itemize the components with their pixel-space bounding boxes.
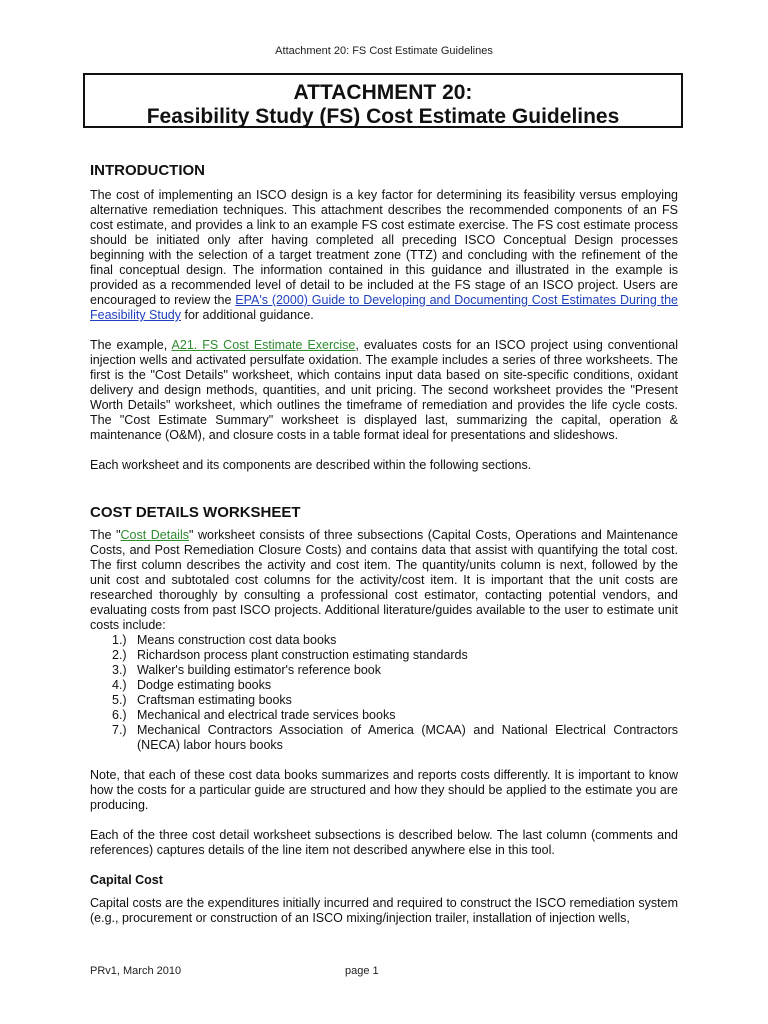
intro-p2-start: The example, <box>90 338 172 352</box>
introduction-paragraph-3: Each worksheet and its components are described within the following sections. <box>90 458 532 472</box>
intro-p1-text: The cost of implementing an ISCO design is a key factor for determining its feasibility versus employing alternative remediation techniques. This attachment describes the recommended components of an FS cost estimate, and provides a link to an example FS cost estimate exercise. The FS cost estimate process should be initiated only after having completed all preceding ISCO Conceptual Design processes beginning with the selection of a target treatment zone (TTZ) and concluding with the refinement of the final conceptual design. The information contained in this guidance and illustrated in the example is provided as a recommended level of detail to be included at the FS stage of an ISCO project. Users are encouraged to review the <box>90 188 678 307</box>
list-item: 1.) Means construction cost data books <box>112 633 337 647</box>
introduction-paragraph-2 <box>90 338 678 443</box>
list-item: 6.) Mechanical and electrical trade services books <box>112 708 396 722</box>
introduction-heading: INTRODUCTION <box>90 162 205 179</box>
footer-version: PRv1, March 2010 <box>90 965 182 977</box>
cost-details-p1-start: The " <box>90 528 121 542</box>
document-body <box>90 162 678 926</box>
list-item: 2.) Richardson process plant construction estimating standards <box>112 648 468 662</box>
intro-p2-end: , evaluates costs for an ISCO project using conventional injection wells and activated persulfate oxidation. The example includes a series of three worksheets. The first is the "Cost Details" worksheet, which contains input data based on site-specific conditions, oxidant delivery and design methods, quantities, and unit pricing. The second worksheet provides the "Present Worth Details" worksheet, which outlines the timeframe of remediation and provides the life cycle costs. The "Cost Estimate Summary" worksheet is displayed last, summarizing the capital, operation & maintenance (O&M), and closure costs in a table format ideal for presentations and slideshows. <box>90 338 679 442</box>
document-title-line1: ATTACHMENT 20: <box>293 81 473 104</box>
list-item: 7.) Mechanical Contractors Association of America (MCAA) and National Electrical Contractors (NECA) labor hours books <box>112 723 678 752</box>
cost-details-paragraph-1 <box>90 528 678 633</box>
introduction-paragraph-1 <box>90 188 678 323</box>
cost-guides-list <box>90 633 678 753</box>
list-item: 3.) Walker's building estimator's reference book <box>112 663 382 677</box>
title-box <box>83 73 683 128</box>
fs-cost-exercise-link[interactable]: A21. FS Cost Estimate Exercise <box>171 338 356 352</box>
intro-p1-end: for additional guidance. <box>181 308 314 322</box>
document-title-line2: Feasibility Study (FS) Cost Estimate Guidelines <box>146 105 620 128</box>
cost-details-link[interactable]: Cost Details <box>120 528 189 542</box>
capital-cost-paragraph: Capital costs are the expenditures initially incurred and required to construct the ISCO remediation system (e.g., procurement or construction of an ISCO mixing/injection trailer, installation of injection wells, <box>90 896 678 925</box>
list-item: 5.) Craftsman estimating books <box>112 693 292 707</box>
capital-cost-heading: Capital Cost <box>90 873 163 887</box>
epa-guide-link[interactable]: EPA's (2000) Guide to Developing and Documenting Cost Estimates During the Feasibility Study <box>90 293 678 322</box>
running-header: Attachment 20: FS Cost Estimate Guidelines <box>275 45 493 57</box>
cost-details-paragraph-3: Each of the three cost detail worksheet subsections is described below. The last column (comments and references) captures details of the line item not described anywhere else in this tool. <box>90 828 678 857</box>
footer-page-number: page 1 <box>345 965 379 977</box>
list-item: 4.) Dodge estimating books <box>112 678 272 692</box>
cost-details-paragraph-2: Note, that each of these cost data books summarizes and reports costs differently. It is important to know how the costs for a particular guide are structured and how they should be applied to the estimate you are producing. <box>90 768 678 812</box>
cost-details-p1-end: " worksheet consists of three subsections (Capital Costs, Operations and Maintenance Costs, and Post Remediation Closure Costs) and contains data that assist with quantifying the total cost. The first column describes the activity and cost item. The quantity/units column is next, followed by the unit cost and subtotaled cost columns for the activity/cost item. It is important that the unit costs are researched thoroughly by consulting a professional cost estimator, contacting potential vendors, and evaluating costs from past ISCO projects. Additional literature/guides available to the user to estimate unit costs include: <box>90 528 679 632</box>
cost-details-heading: COST DETAILS WORKSHEET <box>90 504 301 521</box>
